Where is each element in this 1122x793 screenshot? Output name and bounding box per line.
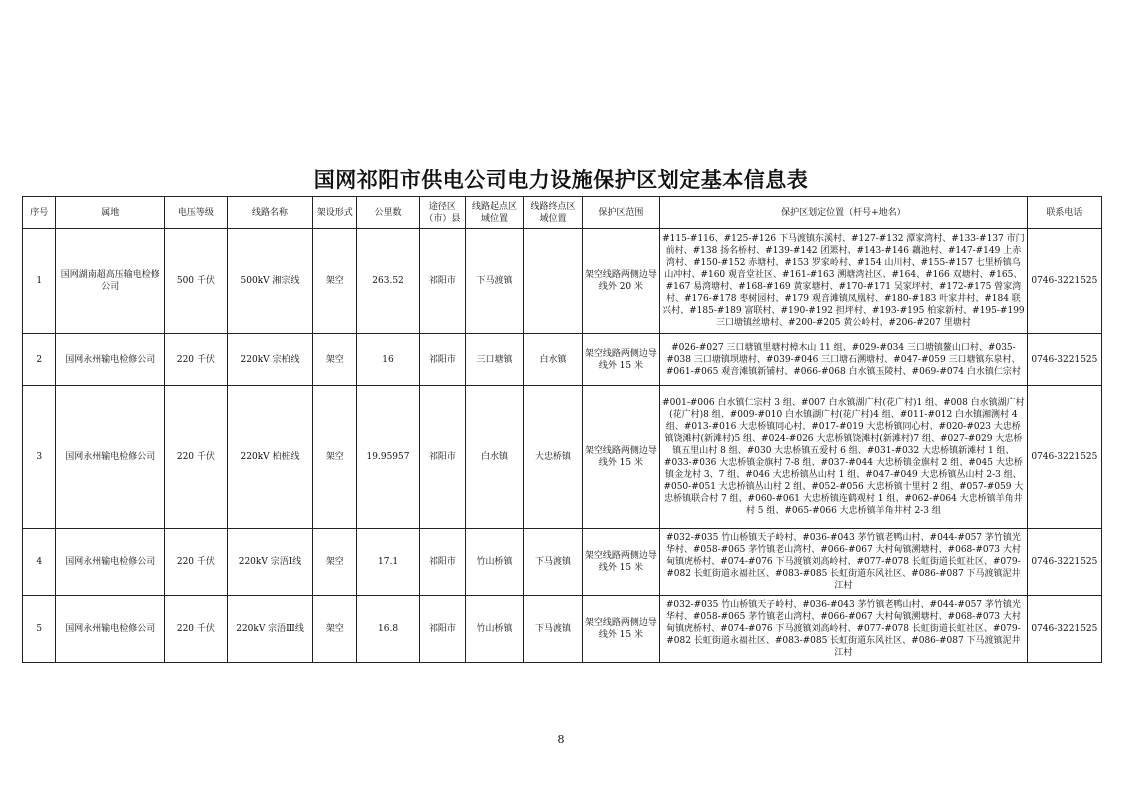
start-location-cell: 三口塘镇 (465, 334, 523, 386)
owner-cell: 国网永州输电检修公司 (56, 529, 165, 596)
header-cell: 属地 (56, 197, 165, 229)
info-table (22, 196, 1102, 663)
table-row (23, 229, 1102, 334)
protection-position-cell: #026-#027 三口塘镇里塘村樟木山 11 组、#029-#034 三口塘镇鳌山口村、#035-#038 三口塘镇坝塘村、#039-#046 三口塘石溯塘村、#047-#059 三口塘镇东泉村、#061-#065 观音滩镇新铺村、#066-#068 白水镇玉陵村、#069-#074 白水镇仁宗村 (660, 334, 1028, 386)
erection-type-cell: 架空 (313, 334, 357, 386)
row-number: 3 (23, 386, 56, 529)
line-name-cell: 220kV 宗柏线 (227, 334, 313, 386)
protection-position-cell: #032-#035 竹山桥镇天子岭村、#036-#043 茅竹镇老鸭山村、#044-#057 茅竹镇光华村、#058-#065 茅竹镇老山湾村、#066-#067 大村甸镇溯塘村、#068-#073 大村甸镇虎桥村、#074-#076 下马渡镇刘高岭村、#077-#078 长虹街道长虹社区、#079-#082 长虹街道永福社区、#083-#085 长虹街道东风社区、#086-#087 下马渡镇泥井江村 (660, 529, 1028, 596)
erection-type-cell: 架空 (313, 529, 357, 596)
line-name-cell: 500kV 湘宗线 (227, 229, 313, 334)
table-row (23, 529, 1102, 596)
protection-position-cell: #032-#035 竹山桥镇天子岭村、#036-#043 茅竹镇老鸭山村、#044-#057 茅竹镇光华村、#058-#065 茅竹镇老山湾村、#066-#067 大村甸镇溯塘村、#068-#073 大村甸镇虎桥村、#074-#076 下马渡镇刘高岭村、#077-#078 长虹街道长虹社区、#079-#082 长虹街道永福社区、#083-#085 长虹街道东风社区、#086-#087 下马渡镇泥井江村 (660, 596, 1028, 663)
km-cell: 16 (357, 334, 420, 386)
row-number: 2 (23, 334, 56, 386)
phone-cell: 0746-3221525 (1027, 229, 1101, 334)
km-cell: 19.95957 (357, 386, 420, 529)
voltage-cell: 220 千伏 (165, 529, 228, 596)
km-cell: 263.52 (357, 229, 420, 334)
phone-cell: 0746-3221525 (1027, 386, 1101, 529)
protection-range-cell: 架空线路两侧边导线外 15 米 (582, 334, 659, 386)
header-cell: 序号 (23, 197, 56, 229)
voltage-cell: 220 千伏 (165, 386, 228, 529)
km-cell: 17.1 (357, 529, 420, 596)
table-row (23, 596, 1102, 663)
row-number: 4 (23, 529, 56, 596)
line-name-cell: 220kV 宗浯Ⅲ线 (227, 596, 313, 663)
header-cell: 线路起点区域位置 (465, 197, 523, 229)
line-name-cell: 220kV 柏桩线 (227, 386, 313, 529)
end-location-cell: 大忠桥镇 (524, 386, 582, 529)
line-name-cell: 220kV 宗浯Ⅰ线 (227, 529, 313, 596)
start-location-cell: 竹山桥镇 (465, 529, 523, 596)
start-location-cell: 竹山桥镇 (465, 596, 523, 663)
header-cell: 联系电话 (1027, 197, 1101, 229)
protection-position-cell: #115-#116、#125-#126 下马渡镇东溪村、#127-#132 潭家湾村、#133-#137 市门前村、#138 扬名桥村、#139-#142 团罴村、#143-#146 藕池村、#147-#149 上赤湾村、#150-#152 赤塘村、#153 罗家岭村、#154 山川村、#155-#157 七里桥镇乌山冲村、#160 观音堂社区、#161-#163 溯塘湾社区、#164、#166 双塘村、#165、#167 易湾塘村、#168-#169 黄家塘村、#170-#171 吴家坪村、#172-#175 曾家湾村、#176-#178 枣树园村、#179 观音滩镇凤凰村、#180-#183 叶家井村、#184 联兴村、#185-#189 富联村、#190-#192 担坪村、#193-#195 柏家新村、#195-#199 三口塘镇丝塘村、#200-#205 黄公岭村、#206-#207 里塘村 (660, 229, 1028, 334)
page-number: 8 (557, 733, 565, 746)
start-location-cell: 下马渡镇 (465, 229, 523, 334)
phone-cell: 0746-3221525 (1027, 334, 1101, 386)
erection-type-cell: 架空 (313, 386, 357, 529)
header-cell: 电压等级 (165, 197, 228, 229)
end-location-cell: 下马渡镇 (524, 596, 582, 663)
end-location-cell: 下马渡镇 (524, 529, 582, 596)
erection-type-cell: 架空 (313, 596, 357, 663)
county-cell: 祁阳市 (419, 529, 465, 596)
header-cell: 线路名称 (227, 197, 313, 229)
protection-range-cell: 架空线路两侧边导线外 15 米 (582, 596, 659, 663)
owner-cell: 国网永州输电检修公司 (56, 334, 165, 386)
phone-cell: 0746-3221525 (1027, 529, 1101, 596)
end-location-cell (524, 229, 582, 334)
start-location-cell: 白水镇 (465, 386, 523, 529)
row-number: 5 (23, 596, 56, 663)
header-cell: 保护区范围 (582, 197, 659, 229)
erection-type-cell: 架空 (313, 229, 357, 334)
protection-range-cell: 架空线路两侧边导线外 15 米 (582, 529, 659, 596)
km-cell: 16.8 (357, 596, 420, 663)
county-cell: 祁阳市 (419, 386, 465, 529)
protection-position-cell: #001-#006 白水镇仁宗村 3 组、#007 白水镇湖广村(花广村)1 组、#008 白水镇湖广村(花广村)8 组、#009-#010 白水镇湖广村(花广村)4 组、#011-#012 白水镇湘测村 4 组、#013-#016 大忠桥镇同心村、#017-#019 大忠桥镇同心村、#020-#023 大忠桥镇饶滩村(新滩村)5 组、#024-#026 大忠桥镇饶滩村(新滩村)7 组、#027-#029 大忠桥镇五里山村 8 组、#030 大忠桥镇五爱村 6 组、#031-#032 大忠桥镇新滩村 1 组、#033-#036 大忠桥镇金旗村 7-8 组、#037-#044 大忠桥镇金旗村 2 组、#045 大忠桥镇金龙村 3、7 组、#046 大忠桥镇丛山村 1 组、#047-#049 大忠桥镇丛山村 2-3 组、#050-#051 大忠桥镇丛山村 2 组、#052-#056 大忠桥镇十里村 2 组、#057-#059 大忠桥镇联合村 7 组、#060-#061 大忠桥镇连鹤观村 1 组、#062-#064 大忠桥镇羊角井村 5 组、#065-#066 大忠桥镇羊角井村 2-3 组 (660, 386, 1028, 529)
header-row (23, 197, 1102, 229)
voltage-cell: 220 千伏 (165, 334, 228, 386)
voltage-cell: 500 千伏 (165, 229, 228, 334)
county-cell: 祁阳市 (419, 334, 465, 386)
header-cell: 途径区（市）县 (419, 197, 465, 229)
header-cell: 保护区划定位置（杆号+地名） (660, 197, 1028, 229)
protection-range-cell: 架空线路两侧边导线外 15 米 (582, 386, 659, 529)
row-number: 1 (23, 229, 56, 334)
voltage-cell: 220 千伏 (165, 596, 228, 663)
table-row (23, 386, 1102, 529)
header-cell: 线路终点区域位置 (524, 197, 582, 229)
table-row (23, 334, 1102, 386)
owner-cell: 国网永州输电检修公司 (56, 386, 165, 529)
phone-cell: 0746-3221525 (1027, 596, 1101, 663)
header-cell: 架设形式 (313, 197, 357, 229)
owner-cell: 国网永州输电检修公司 (56, 596, 165, 663)
end-location-cell: 白水镇 (524, 334, 582, 386)
header-cell: 公里数 (357, 197, 420, 229)
county-cell: 祁阳市 (419, 596, 465, 663)
county-cell: 祁阳市 (419, 229, 465, 334)
page-title: 国网祁阳市供电公司电力设施保护区划定基本信息表 (313, 168, 809, 192)
protection-range-cell: 架空线路两侧边导线外 20 米 (582, 229, 659, 334)
owner-cell: 国网湖南超高压输电检修公司 (56, 229, 165, 334)
